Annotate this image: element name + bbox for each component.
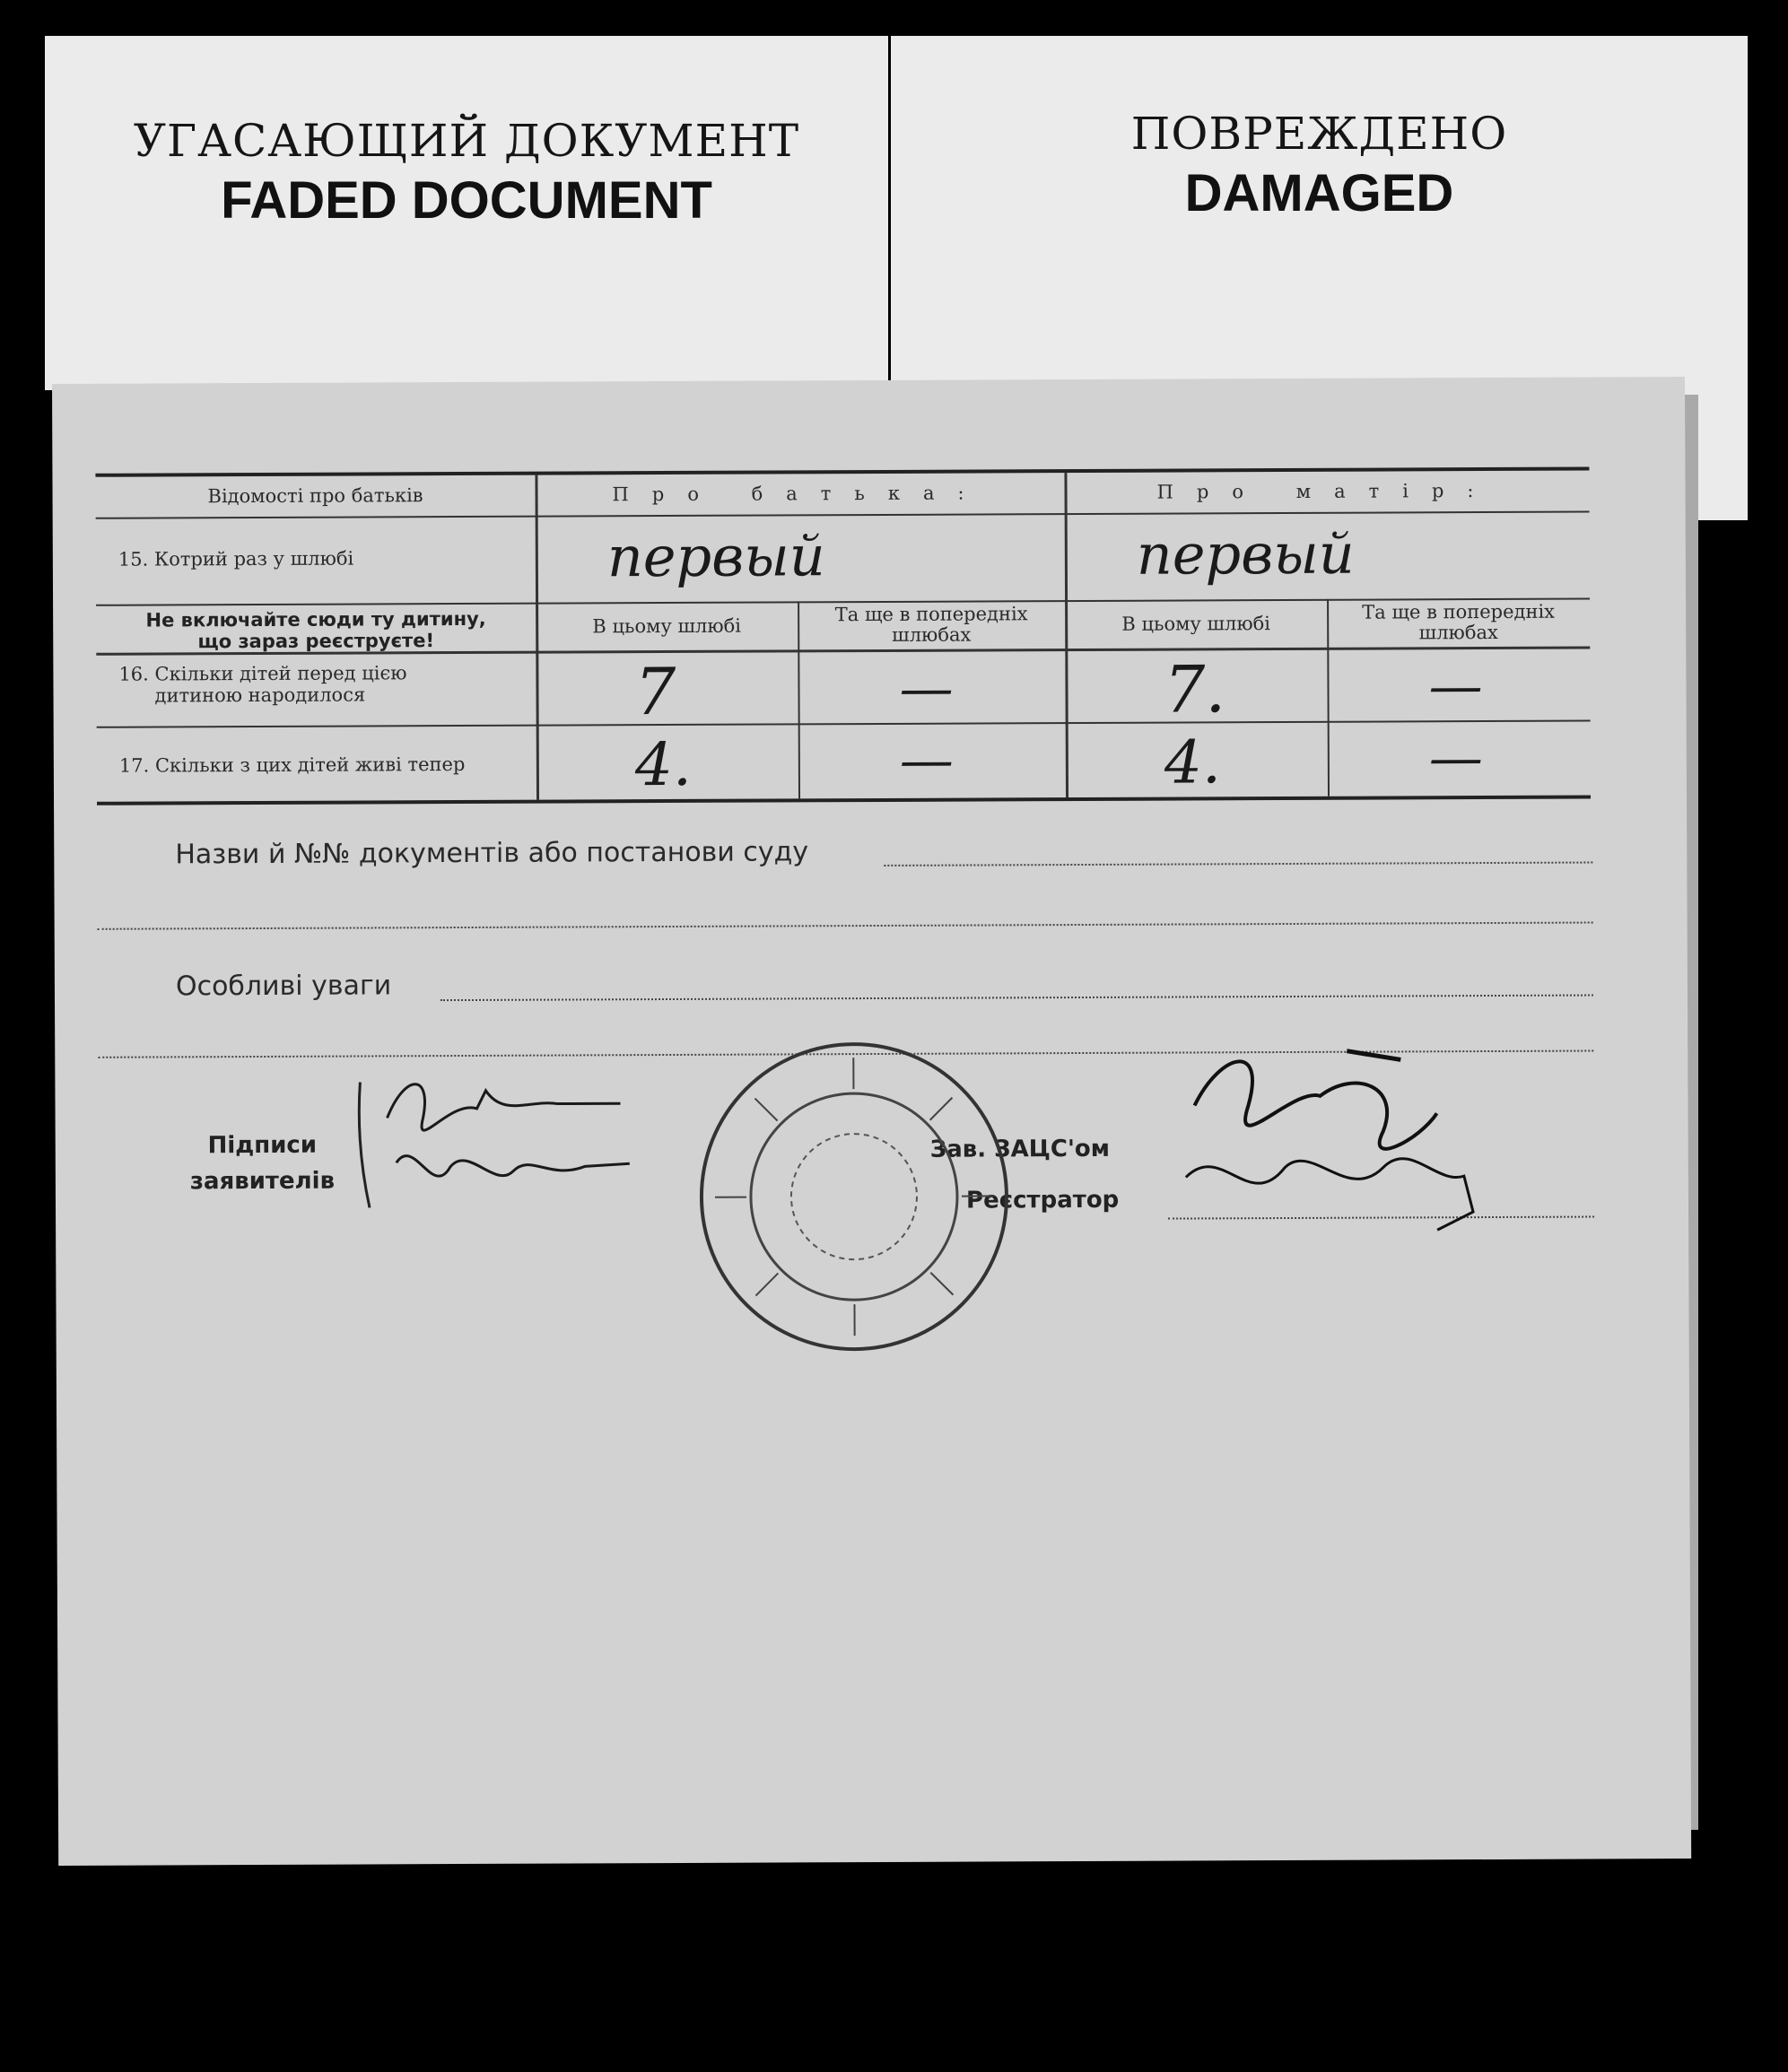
applicants-label-line-2: заявителів xyxy=(189,1167,336,1196)
row-16-label xyxy=(118,662,527,707)
exclusion-note xyxy=(96,608,536,653)
applicants-label-line-1: Підписи xyxy=(207,1131,318,1160)
mother-living-prev: — xyxy=(1428,727,1483,790)
faded-document-card xyxy=(45,36,888,390)
remarks-label: Особливі уваги xyxy=(175,970,392,1003)
documents-label: Назви й №№ документів або постанови суду xyxy=(175,836,809,871)
father-children-prev: — xyxy=(899,657,954,720)
mother-prev-marriages-header: Та ще в попередніх шлюбах xyxy=(1362,600,1556,644)
official-round-seal xyxy=(683,1025,1025,1368)
mother-children-prev: — xyxy=(1428,655,1483,718)
mother-living-this: 4. xyxy=(1164,727,1222,797)
official-signatures xyxy=(1167,1032,1545,1241)
exclusion-note-line-2: що зараз реєструєте! xyxy=(197,630,435,653)
row-15-label: 15. Котрий раз у шлюбі xyxy=(118,547,354,570)
mother-header: Про матір: xyxy=(1156,479,1497,503)
faded-document-en: FADED DOCUMENT xyxy=(221,171,712,230)
documents-field-line xyxy=(884,862,1592,866)
registrar-label: Реєстратор xyxy=(965,1186,1120,1214)
faded-document-ru: УГАСАЮЩИЙ ДОКУМЕНТ xyxy=(133,115,800,167)
mother-children-this: 7. xyxy=(1164,651,1226,727)
father-prev-marriages-header: Та ще в попередніх шлюбах xyxy=(834,603,1028,646)
record-sheet xyxy=(52,377,1691,1866)
damaged-en: DAMAGED xyxy=(1184,164,1454,222)
parents-info-table xyxy=(95,467,1591,805)
row-16-label-line-2: дитиною народилося xyxy=(154,683,366,707)
father-children-this: 7 xyxy=(634,653,676,730)
zags-head-label: Зав. ЗАЦС'ом xyxy=(929,1135,1111,1163)
applicants-signature-label xyxy=(190,1127,335,1200)
father-living-prev: — xyxy=(899,728,954,792)
father-header: Про батька: xyxy=(612,482,988,506)
father-living-this: 4. xyxy=(634,729,693,800)
mother-this-marriage-header: В цьому шлюбі xyxy=(1121,613,1271,635)
parents-info-header: Відомості про батьків xyxy=(207,484,423,508)
damaged-ru: ПОВРЕЖДЕНО xyxy=(1130,108,1508,160)
mother-marriage-count: первый xyxy=(1136,520,1355,588)
applicants-signatures xyxy=(351,1063,693,1226)
documents-field-line-2 xyxy=(98,922,1593,930)
father-this-marriage-header: В цьому шлюбі xyxy=(592,614,742,638)
father-marriage-count: первый xyxy=(606,523,825,590)
row-17-label: 17. Скільки з цих дітей живі тепер xyxy=(118,753,466,777)
remarks-field-line xyxy=(440,995,1593,1002)
exclusion-note-line-1: Не включайте сюди ту дитину, xyxy=(145,607,486,631)
row-16-label-line-1: 16. Скільки дітей перед цією xyxy=(118,662,407,685)
